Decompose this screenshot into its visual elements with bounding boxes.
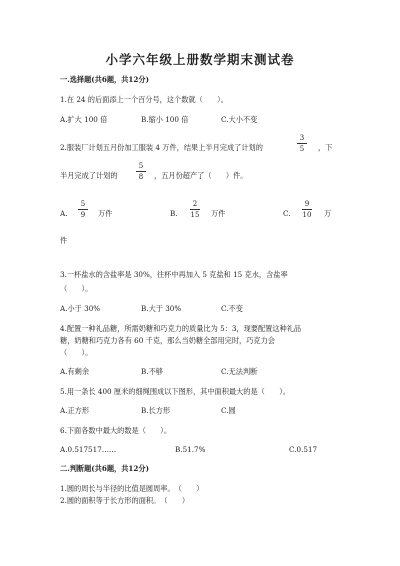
question-6-option-b: B.51.7% [175, 445, 206, 454]
question-1-option-c: C.大小不变 [221, 115, 258, 124]
question-3-option-c: C.不变 [221, 304, 243, 313]
question-1-option-a: A.扩大 100 倍 [60, 115, 108, 124]
question-3-option-b: B.大于 30% [141, 304, 182, 313]
question-2-option-c-wrap: 件 [60, 236, 68, 245]
question-4-stem-line1: 4.配置一种礼品糖，所需奶糖和巧克力的质量比为 5：3，现要配置这种礼品 [60, 324, 302, 333]
question-1-option-b: B.缩小 100 倍 [141, 115, 189, 124]
question-2-option-b-label: B. [170, 209, 178, 218]
question-3-stem-line2: （ ）。 [60, 284, 93, 293]
question-2-option-a-fraction: 5 9 [76, 200, 90, 219]
judgement-1: 1.圆的周长与半径的比值是圆周率。 （ ） [60, 484, 204, 493]
question-5-option-a: A.正方形 [60, 406, 90, 415]
question-6-option-a: A.0.517517…… [60, 445, 117, 454]
question-4-option-b: B.不够 [141, 367, 163, 376]
question-2-fraction-5-8: 5 8 [134, 162, 148, 181]
section-heading-choice: 一.选择题(共6题，共12分) [60, 75, 149, 84]
question-2-option-c-label: C. [283, 209, 291, 218]
question-6-stem: 6.下面各数中最大的数是（ ）。 [60, 426, 172, 435]
question-4-option-c: C.无法判断 [221, 367, 258, 376]
question-2-stem-line2a: 半月完成了计划的 [60, 171, 118, 180]
question-2-stem-line1-end: ，下 [318, 143, 333, 152]
question-4-stem-line2: 糖，奶糖和巧克力各有 60 千克，那么当奶糖全部用完时，巧克力会 [60, 336, 275, 345]
question-2-option-c-fraction: 9 10 [302, 200, 312, 219]
question-2-option-a-label: A. [60, 209, 68, 218]
question-4-option-a: A.有剩余 [60, 367, 90, 376]
question-2-option-b-unit: 万件 [211, 209, 226, 218]
question-4-stem-line3: （ ）。 [60, 348, 93, 357]
section-heading-true-false: 二.判断题(共6题，共12分) [60, 464, 149, 473]
question-5-stem: 5.用一条长 400 厘米的细绳围成以下图形，其中面积最大的是（ ）。 [60, 387, 290, 396]
question-2-stem-line1: 2.服装厂计划五月份加工服装 4 万件，结果上半月完成了计划的 [60, 143, 263, 152]
question-5-option-b: B.长方形 [141, 406, 171, 415]
question-1-stem: 1.在 24 的后面添上一个百分号，这个数就（ ）。 [60, 95, 228, 104]
question-2-fraction-3-5: 3 5 [295, 134, 309, 153]
question-6-option-c: C.0.517 [289, 445, 318, 454]
question-3-option-a: A.小于 30% [60, 304, 101, 313]
question-2-option-b-fraction: 2 15 [190, 200, 200, 219]
question-3-stem-line1: 3.一杯盐水的含盐率是 30%，往杯中再加入 5 克盐和 15 克水，含盐率 [60, 270, 288, 279]
page-title: 小学六年级上册数学期末测试卷 [105, 52, 295, 67]
question-2-option-c-unit: 万 [324, 209, 332, 218]
question-2-option-a-unit: 万件 [98, 209, 113, 218]
judgement-2: 2.圆的面积等于长方形的面积。 （ ） [60, 496, 190, 505]
question-5-option-c: C.圆 [221, 406, 236, 415]
question-2-stem-line2b: ，五月份超产了（ ）件。 [154, 171, 248, 180]
